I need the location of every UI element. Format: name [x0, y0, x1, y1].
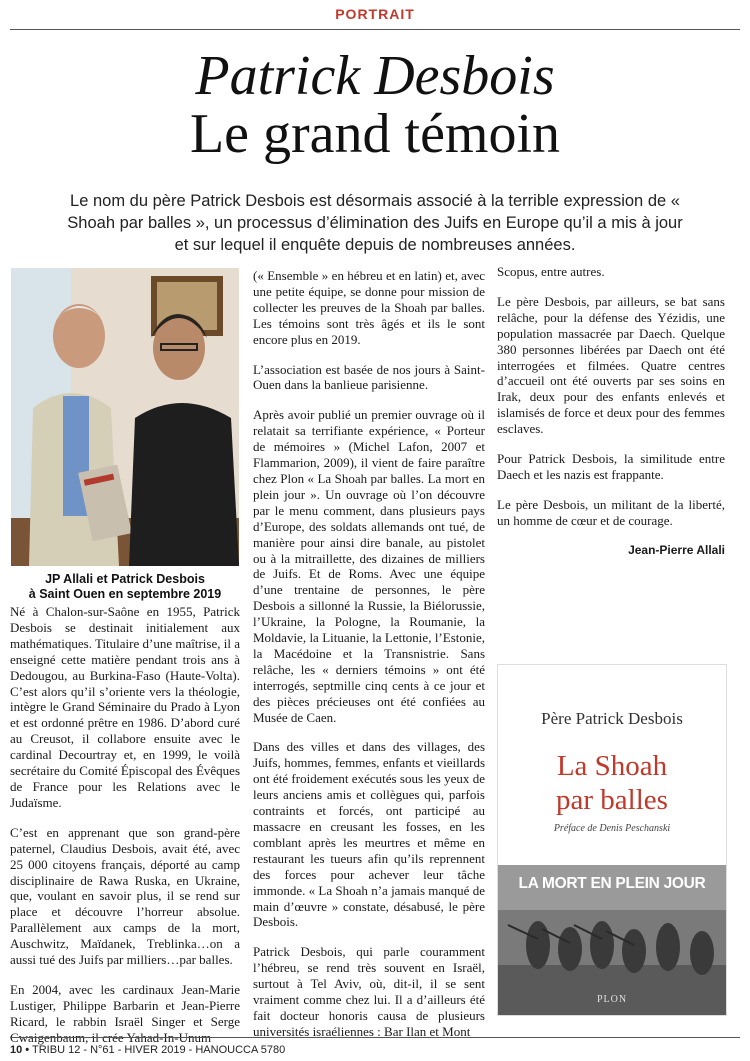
column-1 — [10, 268, 240, 1060]
book-preface: Préface de Denis Peschanski — [553, 823, 671, 834]
column-3 — [497, 264, 725, 559]
paragraph: Pour Patrick Desbois, la similitude entre Daech et les nazis est frappante. — [497, 451, 725, 482]
footer-rule — [10, 1037, 740, 1038]
book-title — [498, 749, 726, 817]
page-number: 10 • — [10, 1044, 30, 1056]
paragraph: Après avoir publié un premier ouvrage où il relatait sa terrifiante expérience, « Porteur de mémoires » (Michel Lafon, 2007 et Flammarion, 2009), il vient de faire paraître chez Plon « La Shoah par balles. La mort en plein jour ». Un ouvrage où l’on découvre par le menu comment, dans plusieurs pays d’Europe, des soldats allemands ont tué, de manière pour ainsi dire banale, au pistolet ou à la mitraillette, des dizaines de milliers de Juifs. Et de Roms. Avec une équipe d’une trentaine de personnes, le père Desbois a sillonné la Russie, la Biélorussie, l’Ukraine, la Pologne, la Roumanie, la Moldavie, la Lituanie, la Lettonie, l’Estonie, la Macédoine et la Transnistrie. Sans relâche, les « derniers témoins » ont été interrogés, septmille cinq cents à ce jour et des pièces précieuses ont été confiées au Musée de Caen. — [253, 407, 485, 725]
paragraph: Patrick Desbois, qui parle couramment l’hébreu, se rend très souvent en Israël, surtout à Tel Aviv, où, dit-il, il se sent vraiment comme chez lui. Il a d’ailleurs été fait docteur honoris causa de plusieurs universités israéliennes : Bar Ilan et Mont — [253, 944, 485, 1039]
book-title-line2: par balles — [556, 784, 668, 816]
portrait-photo-illustration — [11, 268, 239, 566]
header-rule — [10, 29, 740, 30]
page-footer — [10, 1044, 285, 1056]
book-title-line1: La Shoah — [556, 750, 668, 782]
portrait-photo — [11, 268, 239, 566]
book-cover — [497, 664, 727, 1016]
book-cover-photo — [498, 865, 726, 1015]
paragraph: Le père Desbois, un militant de la liberté, un homme de cœur et de courage. — [497, 496, 725, 528]
headline-subtitle: Le grand témoin — [189, 103, 561, 165]
book-publisher: PLON — [596, 994, 628, 1005]
book-banner: LA MORT EN PLEIN JOUR — [518, 875, 706, 892]
paragraph: C’est en apprenant que son grand-père paternel, Claudius Desbois, avait été, avec 25 000 citoyens français, déporté au camp disciplinaire de Rawa Ruska, en Ukraine, que, voulant en savoir plus, il se rend sur place et découvre l’horreur absolue. Parallèlement aux camps de la mort, Auschwitz, Maïdanek, Treblinka…on a aussi tué des Juifs par milliers…par balles. — [10, 824, 240, 968]
issue-info: TRIBU 12 - N°61 - HIVER 2019 - HANOUCCA 5780 — [32, 1044, 286, 1056]
paragraph: Scopus, entre autres. — [497, 264, 605, 279]
photo-caption-line1: JP Allali et Patrick Desbois — [45, 572, 205, 586]
author-byline: Jean-Pierre Allali — [628, 542, 725, 557]
headline-name: Patrick Desbois — [195, 45, 555, 107]
paragraph: En 2004, avec les cardinaux Jean-Marie Lustiger, Philippe Barbarin et Jean-Pierre Ricard, le rabbin Israël Singer et Serge Cwaigenbaum, il crée Yahad-In-Unum — [10, 981, 240, 1045]
paragraph: Dans des villes et dans des villages, des Juifs, hommes, femmes, enfants et vieillards ont été froidement exécutés sous les yeux de leurs anciens amis et collègues qui, parfois contraints et forcés, ont participé au massacre en creusant les fosses, en les comblant après les meurtres et même en restaurant les tueurs afin qu’ils reprennent des forces pour achever leur tâche immonde. « La Shoah n’a jamais manqué de main d’œuvre » constate, désabusé, le père Desbois. — [253, 739, 485, 930]
photo-caption — [10, 572, 240, 602]
paragraph: Le père Desbois, par ailleurs, se bat sans relâche, pour la défense des Yézidis, une population massacrée par Daech. Quelque 380 personnes libérées par Daech ont été interrogées et filmées. Quatre centres d’accueil ont été ouverts par ses soins en Irak, deux pour des enfants enlevés et islamisés de force et deux pour des femmes esclaves. — [497, 293, 725, 437]
book-author: Père Patrick Desbois — [541, 709, 683, 728]
paragraph: (« Ensemble » en hébreu et en latin) et, avec une petite équipe, se donne pour mission de collecter les preuves de la Shoah par balles. Les témoins sont très âgés et ils le sont encore plus en 2019. — [253, 268, 485, 347]
column-2 — [253, 268, 485, 1054]
lead-paragraph: Le nom du père Patrick Desbois est désormais associé à la terrible expression de « Shoah par balles », un processus d’élimination des Juifs en Europe qu’il a mis à jour et sur lequel il enquête depuis de nombreuses années. — [67, 192, 683, 254]
section-label: PORTRAIT — [335, 6, 415, 22]
photo-caption-line2: à Saint Ouen en septembre 2019 — [28, 587, 222, 601]
paragraph: L’association est basée de nos jours à Saint-Ouen dans la banlieue parisienne. — [253, 361, 485, 393]
paragraph: Né à Chalon-sur-Saône en 1955, Patrick Desbois se destinait initialement aux mathématiques. Titulaire d’une maîtrise, il a enseigné cette matière pendant trois ans à Dedougou, au Burkina-Faso (Haute-Volta). C’est alors qu’il s’oriente vers la théologie, intègre le Grand Séminaire du Prado à Lyon et est ordonné prêtre en 1986. D’abord curé au Creusot, il collabore ensuite avec le cardinal Decourtray et, en 1999, le voilà secrétaire du Comité Épiscopal des Évêques de France pour les Relations avec le Judaïsme. — [10, 604, 240, 810]
